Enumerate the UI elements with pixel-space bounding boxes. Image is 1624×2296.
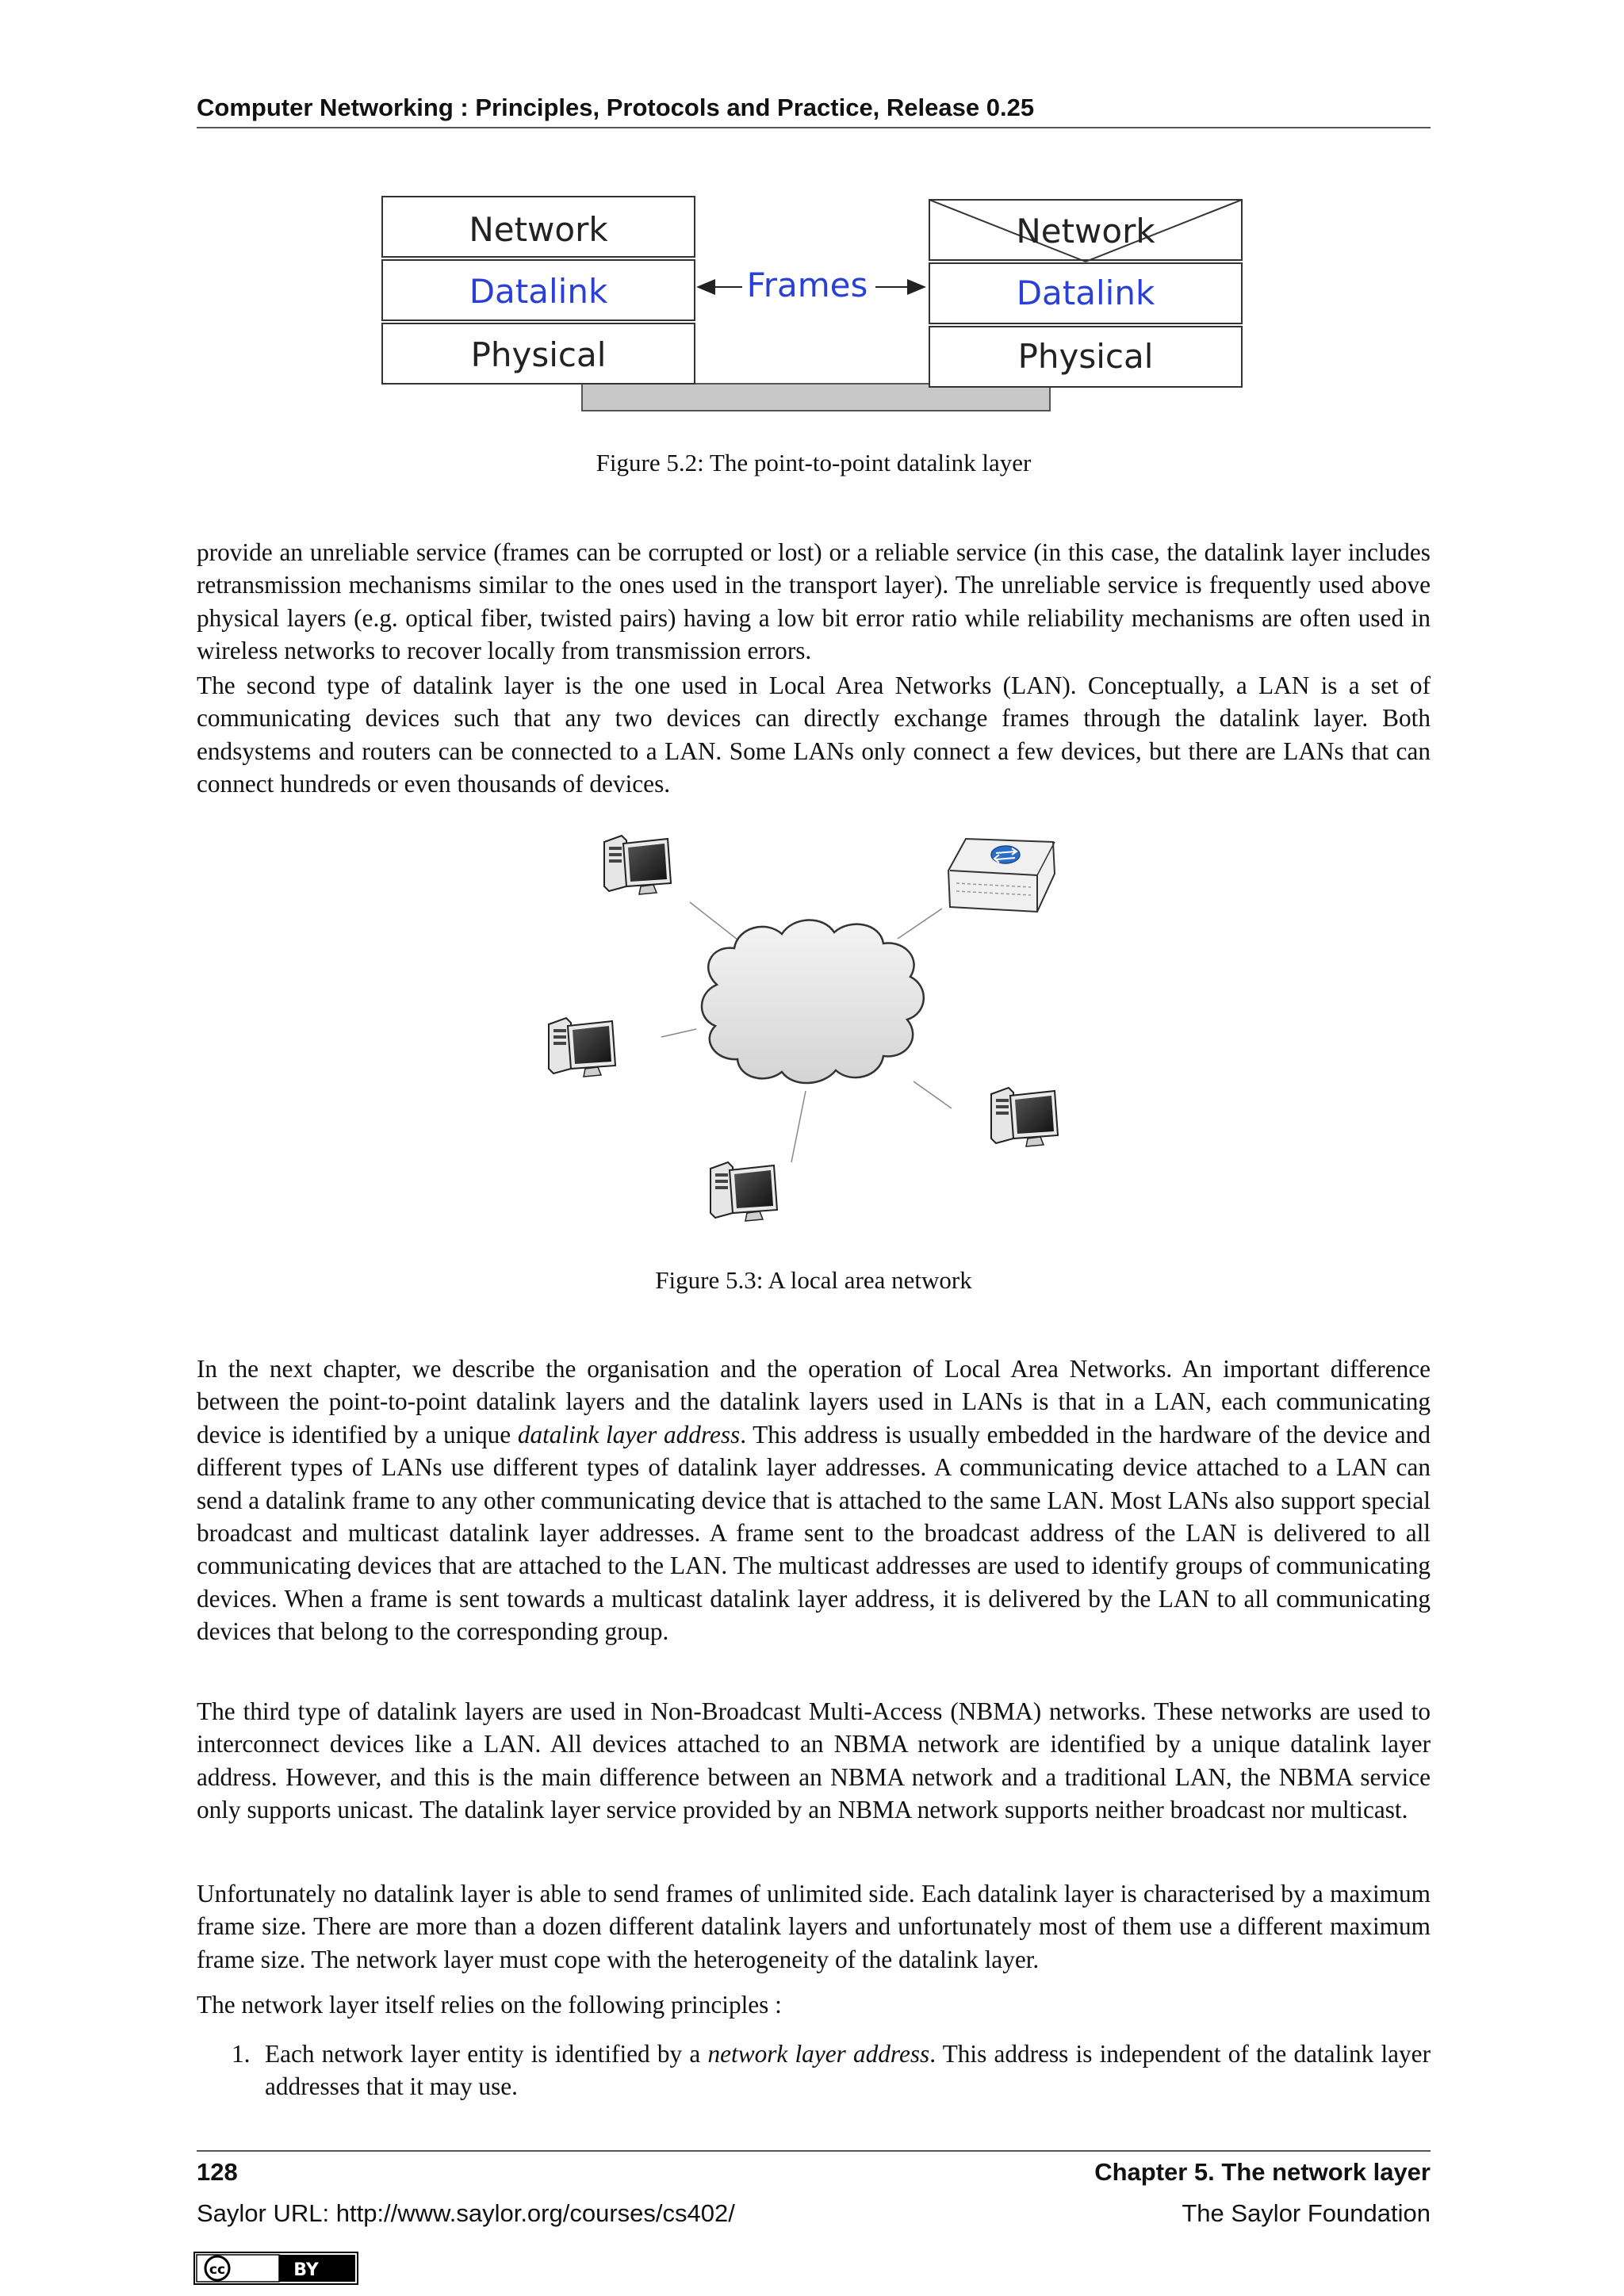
list-item-body [265,2038,1431,2103]
link-line [914,1081,952,1108]
saylor-url: Saylor URL: http://www.saylor.org/courses/cs402/ [197,2199,735,2227]
right-physical-label: Physical [1017,337,1154,376]
link-line [791,1091,806,1162]
figure-5-3-caption: Figure 5.3: A local area network [655,1266,972,1294]
computer-icon [549,1018,615,1077]
paragraph-3-emphasis: datalink layer address [517,1420,741,1448]
computer-icon [604,836,671,894]
frames-label: Frames [746,266,868,304]
paragraph-3-part-a: In the next chapter, we describe the organisation and the operation of Local Area Networks. An important difference between the point-to-point datalink layers and the datalink layers used in LANs is that in a LAN, each communicating device is identified by a unique [197,1355,1431,1448]
lan-cloud [702,920,924,1083]
left-physical-label: Physical [470,335,607,374]
figure-point-to-point-datalink [377,193,1250,417]
running-header: Computer Networking : Principles, Protocols and Practice, Release 0.25 [197,92,1431,128]
computer-icon [710,1162,777,1221]
page-number: 128 [197,2158,238,2186]
figure-local-area-network [541,829,1096,1234]
right-protocol-stack [929,200,1242,387]
list-item-text-a: Each network layer entity is identified by a [265,2040,708,2068]
cc-logo-text: cc [209,2262,226,2278]
figure-5-2-caption: Figure 5.2: The point-to-point datalink layer [596,449,1032,476]
list-number: 1. [232,2040,251,2068]
publisher-name: The Saylor Foundation [1182,2199,1431,2227]
left-network-label: Network [469,210,608,249]
chapter-title: Chapter 5. The network layer [1094,2158,1431,2186]
paragraph-5: Unfortunately no datalink layer is able to send frames of unlimited side. Each datalink layer is characterised by a maximum frame size. There are more than a dozen different datalink layers and unfortunately most of them use a different maximum frame size. The network layer must cope with the heterogeneity of the datalink layer. [197,1880,1431,1973]
paragraph-6: The network layer itself relies on the following principles : [197,1991,782,2019]
paragraph-2: The second type of datalink layer is the one used in Local Area Networks (LAN). Conceptually, a LAN is a set of communicating devices such that any two devices can directly exchange frames through the datalink layer. Both endsystems and routers can be connected to a LAN. Some LANs only connect a few devices, but there are LANs that can connect hundreds or even thousands of devices. [197,672,1431,798]
right-datalink-label: Datalink [1016,274,1155,312]
link-line [661,1029,696,1037]
paragraph-3-part-b: . This address is usually embedded in the hardware of the device and different types of LANs use different types of datalink layer addresses. A communicating device attached to a LAN can send a datalink frame to any other communicating device that is attached to the same LAN. Most LANs also support special broadcast and multicast datalink layer addresses. A frame sent to the broadcast address of the LAN is delivered to all communicating devices that are attached to the LAN. The multicast addresses are used to identify groups of communicating devices. When a frame is sent towards a multicast datalink layer address, it is delivered by the LAN to all communicating devices that belong to the corresponding group. [197,1420,1431,1646]
list-item-text-b: . This address is independent of the datalink layer addresses that it may use. [265,2040,1431,2101]
physical-medium [582,384,1050,411]
list-item-emphasis: network layer address [707,2040,930,2068]
paragraph-4: The third type of datalink layers are used in Non-Broadcast Multi-Access (NBMA) networks. These networks are used to interconnect devices like a LAN. All devices attached to an NBMA network are identified by a unique datalink layer address. However, and this is the main difference between an NBMA network and a traditional LAN, the NBMA service only supports unicast. The datalink layer service provided by an NBMA network supports neither broadcast nor multicast. [197,1697,1431,1824]
license-by-text: BY [293,2260,319,2280]
left-protocol-stack [382,197,695,384]
router-icon [948,839,1055,912]
left-datalink-label: Datalink [469,272,608,311]
creative-commons-badge [193,2252,358,2285]
right-network-label: Network [1016,212,1155,251]
footer-rule [197,2150,1431,2152]
paragraph-1: provide an unreliable service (frames can be corrupted or lost) or a reliable service (in this case, the datalink layer includes retransmission mechanisms similar to the ones used in the transport layer). The unreliable service is frequently used above physical layers (e.g. optical fiber, twisted pairs) having a low bit error ratio while reliability mechanisms are often used in wireless networks to recover locally from transmission errors. [197,538,1431,665]
computer-icon [991,1088,1058,1146]
link-line [898,909,942,939]
paragraph-3 [197,1353,1431,1648]
principle-list-item [197,2038,1431,2103]
